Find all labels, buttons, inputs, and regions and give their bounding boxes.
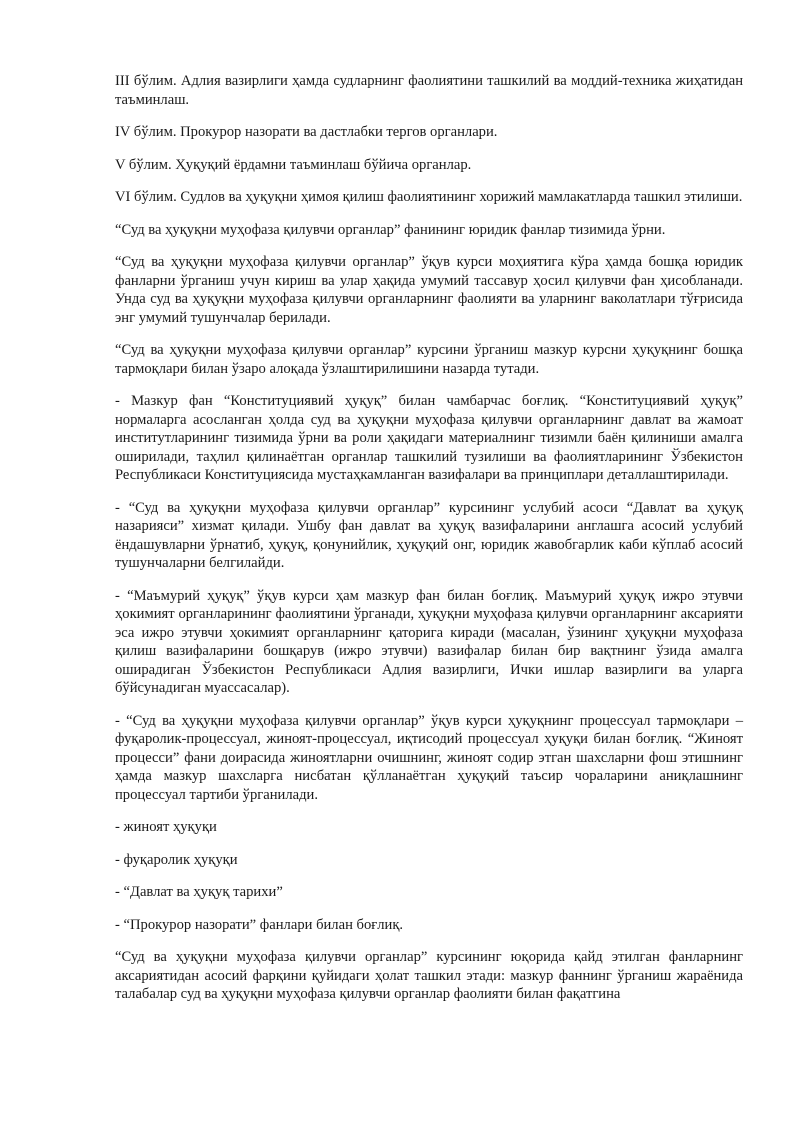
paragraph-course-difference: “Суд ва ҳуқуқни муҳофаза қилувчи органлар” курсининг юқорида қайд этилган фанларнинг аксариятидан асосий фарқини қуйидаги ҳолат ташкил этади: мазкур фаннинг ўрганиш жараёнида талабалар суд ва ҳуқуқни муҳофаза қилувчи органлар фаолияти билан фақатгина — [115, 949, 743, 1002]
paragraph-section-3: III бўлим. Адлия вазирлиги ҳамда судларнинг фаолиятини ташкилий ва моддий-техника жиҳатидан таъминлаш. — [115, 73, 743, 108]
paragraph-subject-heading: “Суд ва ҳуқуқни муҳофаза қилувчи органлар” фанининг юридик фанлар тизимида ўрни. — [115, 221, 666, 238]
list-item-history-of-state: - “Давлат ва ҳуқуқ тарихи” — [115, 884, 283, 900]
paragraph-course-intro: “Суд ва ҳуқуқни муҳофаза қилувчи органлар” ўқув курси моҳиятига кўра ҳамда бошқа юридик фанларни ўрганиш учун кириш ва улар ҳақида умумий тассавур ҳосил қилувчи фан ҳисобланади. Унда суд ва ҳуқуқни муҳофаза қилувчи органларнинг фаолияти ва уларнинг ваколатлари тўғрисида энг умумий тушунчалар берилади. — [115, 254, 743, 326]
paragraph-theory-of-state: - “Суд ва ҳуқуқни муҳофаза қилувчи органлар” курсининг услубий асоси “Давлат ва ҳуқуқ назарияси” хизмат қилади. Ушбу фан давлат ва ҳуқуқ вазифаларини англашга асосий услубий ёндашувларни ўрнатиб, ҳуқуқ, қонунийлик, ҳуқуқий онг, юридик жавобгарлик каби кўплаб асосий тушунчаларни белгилайди. — [115, 499, 743, 571]
paragraph-constitutional-law: - Мазкур фан “Конституциявий ҳуқуқ” билан чамбарчас боғлиқ. “Конституциявий ҳуқуқ” нормаларга асосланган ҳолда суд ва ҳуқуқни муҳофаза қилувчи органларнинг давлат ва жамоат институтларининг тизимида ўрни ва роли ҳақидаги материалнинг тизимли баён қилиниши амалга оширилади, таҳлил қилинаётган органлар ташкилий тузилиши ва фаолиятларининг Ўзбекистон Республикаси Конституциясида мустаҳкамланган вазифалари ва принциплари деталлаштирилади. — [115, 393, 743, 483]
list-item-civil-law: - фуқаролик ҳуқуқи — [115, 851, 238, 868]
list-item-criminal-law: - жиноят ҳуқуқи — [115, 819, 217, 835]
paragraph-administrative-law: - “Маъмурий ҳуқуқ” ўқув курси ҳам мазкур фан билан боғлиқ. Маъмурий ҳуқуқ ижро этувчи ҳокимият органларининг фаолиятини ўрганади, ҳуқуқни муҳофаза қилувчи органларнинг аксарияти эса ижро этувчи ҳокимият органларнинг қаторига киради (масалан, ўзининг ҳуқуқни муҳофаза қилиш вазифаларини бошқарув (ижро этувчи) вазифалар билан бир вақтнинг ўзида амалга оширадиган Ўзбекистон Республикаси Адлия вазирлиги, Ички ишлар вазирлиги ва уларга бўйсунадиган муассасалар). — [115, 587, 743, 696]
paragraph-section-5: V бўлим. Ҳуқуқий ёрдамни таъминлаш бўйича органлар. — [115, 156, 472, 173]
paragraph-section-4: IV бўлим. Прокурор назорати ва дастлабки тергов органлари. — [115, 124, 498, 140]
paragraph-course-relation: “Суд ва ҳуқуқни муҳофаза қилувчи органлар” курсини ўрганиш мазкур курсни ҳуқуқнинг бошқа тармоқлари билан ўзаро алоқада ўзлаштирилишини назарда тутади. — [115, 342, 743, 377]
paragraph-procedural-law: - “Суд ва ҳуқуқни муҳофаза қилувчи органлар” ўқув курси ҳуқуқнинг процессуал тармоқлари – фуқаролик-процессуал, жиноят-процессуал, иқтисодий процессуал ҳуқуқи билан боғлиқ. “Жиноят процесси” фани доирасида жиноятларни очишнинг, жиноят содир этган шахсларни фош этишнинг ҳамда мазкур шахсларга нисбатан қўлланаётган ҳуқуқий таъсир чораларини аниқлашнинг процессуал тартиби ўрганилади. — [115, 712, 743, 803]
list-item-prosecutor-supervision: - “Прокурор назорати” фанлари билан боғлиқ. — [115, 916, 404, 933]
paragraph-section-6: VI бўлим. Судлов ва ҳуқуқни ҳимоя қилиш фаолиятининг хорижий мамлакатларда ташкил этилиши. — [115, 189, 743, 205]
